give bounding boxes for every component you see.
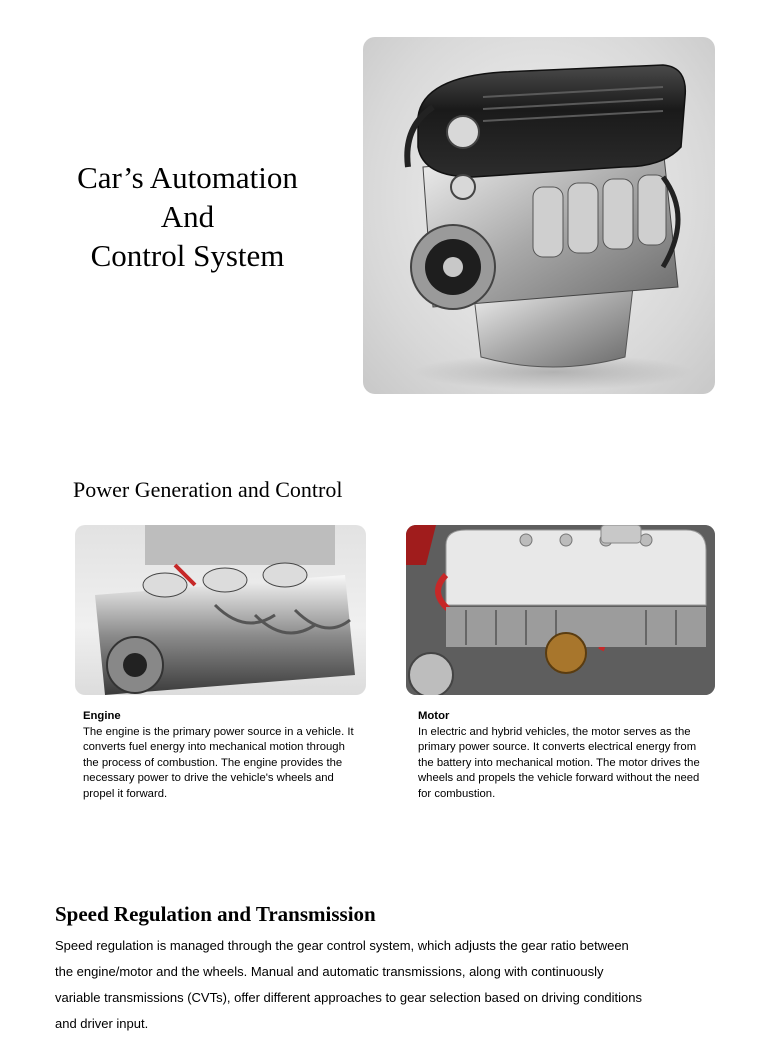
engine-card-text	[83, 709, 358, 802]
title-line-2: And	[160, 199, 215, 234]
motor-photo-icon	[406, 525, 715, 695]
engine-description: The engine is the primary power source in a vehicle. It converts fuel energy into mechanical motion through the process of combustion. The engine provides the necessary power to drive the vehicle's wheels and propel it forward.	[83, 725, 354, 800]
speed-section-heading: Speed Regulation and Transmission	[55, 902, 376, 926]
motor-card-image	[406, 525, 715, 695]
section-heading: Power Generation and Control	[73, 477, 343, 502]
title-line-1: Car’s Automation	[77, 160, 298, 195]
motor-label: Motor	[418, 710, 450, 722]
page-title	[40, 158, 335, 275]
hero-engine-image	[363, 37, 715, 394]
motor-description: In electric and hybrid vehicles, the motor serves as the primary power source. It converts electrical energy from the battery into mechanical motion. The motor drives the wheels and propels the vehicle forward without the need for combustion.	[418, 725, 700, 800]
engine-card-image	[75, 525, 366, 695]
speed-section-body: Speed regulation is managed through the gear control system, which adjusts the gear ratio between the engine/motor and the wheels. Manual and automatic transmissions, along with continuously variable transmissions (CVTs), offer different approaches to gear selection based on driving conditions and driver input.	[55, 938, 642, 1031]
motor-card-text	[418, 709, 703, 802]
engine-photo-icon	[363, 37, 715, 394]
engine-photo-icon	[75, 525, 366, 695]
engine-label: Engine	[83, 710, 121, 722]
title-line-3: Control System	[90, 238, 285, 273]
